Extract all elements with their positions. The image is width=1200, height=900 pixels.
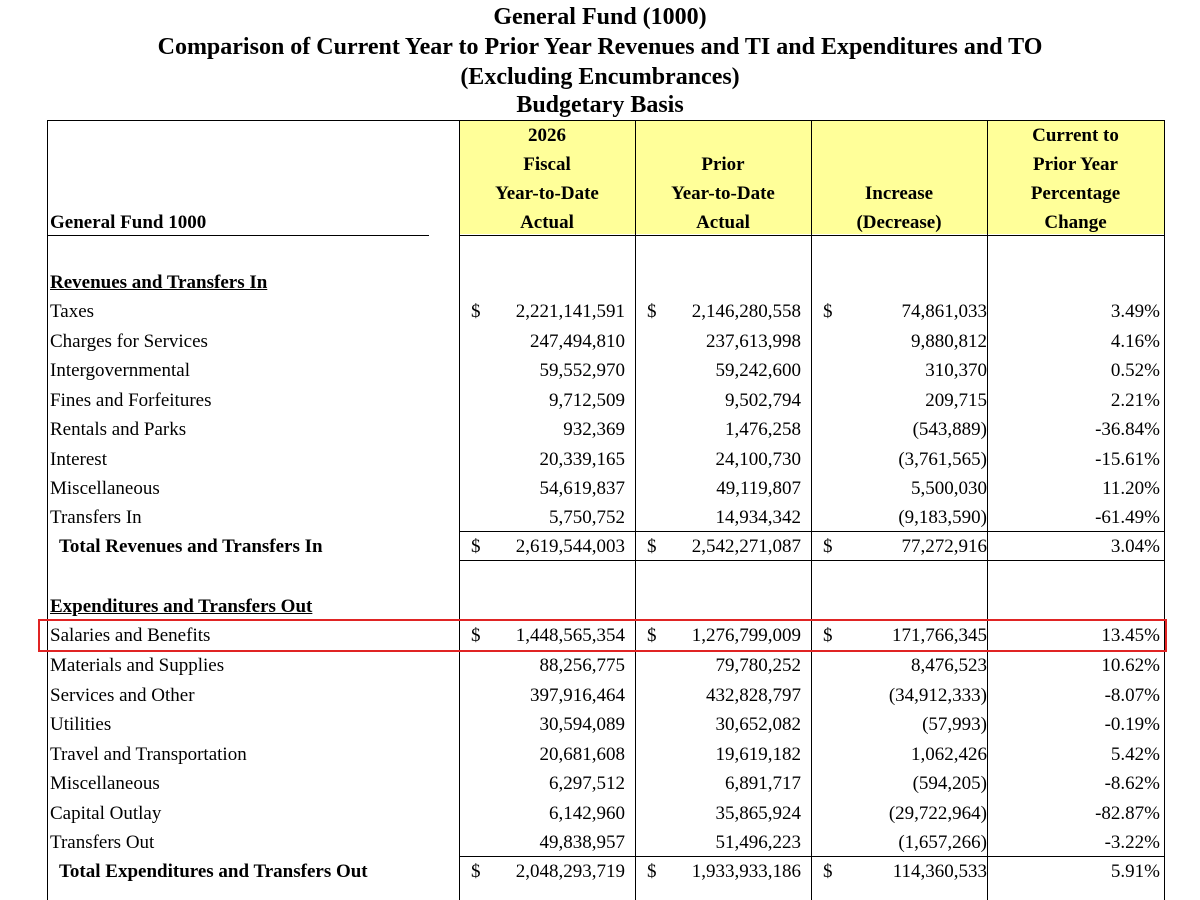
currency-symbol: $ bbox=[647, 861, 657, 882]
col2-header: Prior Year-to-Date Actual bbox=[671, 154, 775, 233]
table-left-border bbox=[47, 120, 48, 900]
report-basis: Budgetary Basis bbox=[516, 92, 684, 118]
table-row: Miscellaneous 54,619,837 49,119,807 5,500,030 11.20% bbox=[50, 478, 1160, 499]
table-row: Miscellaneous 6,297,512 6,891,717 (594,205) -8.62% bbox=[50, 773, 1160, 794]
currency-symbol: $ bbox=[823, 536, 833, 557]
table-row: Services and Other 397,916,464 432,828,797 (34,912,333) -8.07% bbox=[50, 685, 1160, 706]
revenues-section-heading: Revenues and Transfers In bbox=[50, 272, 268, 293]
table-row: Taxes $ 2,221,141,591 $ 2,146,280,558 $ 74,861,033 3.49% bbox=[50, 297, 1164, 326]
table-row: Materials and Supplies 88,256,775 79,780,252 8,476,523 10.62% bbox=[50, 655, 1160, 676]
col1-header: 2026 Fiscal Year-to-Date Actual bbox=[495, 125, 599, 233]
currency-symbol: $ bbox=[647, 301, 657, 322]
report-subtitle: Comparison of Current Year to Prior Year Revenues and TI and Expenditures and TO bbox=[157, 34, 1043, 60]
total-row-expenditures: Total Expenditures and Transfers Out $ 2,048,293,719 $ 1,933,933,186 $ 114,360,533 5.91% bbox=[50, 857, 1164, 886]
table-row: Intergovernmental 59,552,970 59,242,600 310,370 0.52% bbox=[50, 360, 1160, 381]
table-row: Utilities 30,594,089 30,652,082 (57,993) -0.19% bbox=[50, 714, 1160, 735]
col4-header: Current to Prior Year Percentage Change bbox=[1030, 125, 1121, 233]
stub-header: General Fund 1000 bbox=[50, 212, 207, 233]
currency-symbol: $ bbox=[823, 625, 833, 646]
currency-symbol: $ bbox=[471, 536, 481, 557]
currency-symbol: $ bbox=[471, 625, 481, 646]
report-title: General Fund (1000) bbox=[493, 4, 707, 30]
table-row: Travel and Transportation 20,681,608 19,619,182 1,062,426 5.42% bbox=[50, 744, 1160, 765]
col3-header: Increase (Decrease) bbox=[856, 183, 942, 233]
currency-symbol: $ bbox=[647, 625, 657, 646]
table-row: Capital Outlay 6,142,960 35,865,924 (29,722,964) -82.87% bbox=[50, 803, 1160, 824]
table-row-highlighted: Salaries and Benefits $ 1,448,565,354 $ 1,276,799,009 $ 171,766,345 13.45% bbox=[50, 621, 1164, 650]
report-qualifier: (Excluding Encumbrances) bbox=[460, 64, 740, 90]
currency-symbol: $ bbox=[471, 301, 481, 322]
expenditures-section-heading: Expenditures and Transfers Out bbox=[50, 596, 313, 617]
table-row: Transfers In 5,750,752 14,934,342 (9,183,590) -61.49% bbox=[50, 507, 1160, 528]
currency-symbol: $ bbox=[823, 861, 833, 882]
currency-symbol: $ bbox=[471, 861, 481, 882]
table-row: Fines and Forfeitures 9,712,509 9,502,794 209,715 2.21% bbox=[50, 390, 1160, 411]
table-right-border bbox=[1164, 120, 1165, 900]
table-row: Rentals and Parks 932,369 1,476,258 (543,889) -36.84% bbox=[50, 419, 1160, 440]
currency-symbol: $ bbox=[823, 301, 833, 322]
highlight-box bbox=[38, 619, 1167, 652]
currency-symbol: $ bbox=[647, 536, 657, 557]
table-row: Interest 20,339,165 24,100,730 (3,761,565) -15.61% bbox=[50, 449, 1160, 470]
table-row: Transfers Out 49,838,957 51,496,223 (1,657,266) -3.22% bbox=[50, 832, 1160, 853]
table-row: Charges for Services 247,494,810 237,613,998 9,880,812 4.16% bbox=[50, 331, 1160, 352]
total-row-revenues: Total Revenues and Transfers In $ 2,619,544,003 $ 2,542,271,087 $ 77,272,916 3.04% bbox=[50, 532, 1164, 561]
